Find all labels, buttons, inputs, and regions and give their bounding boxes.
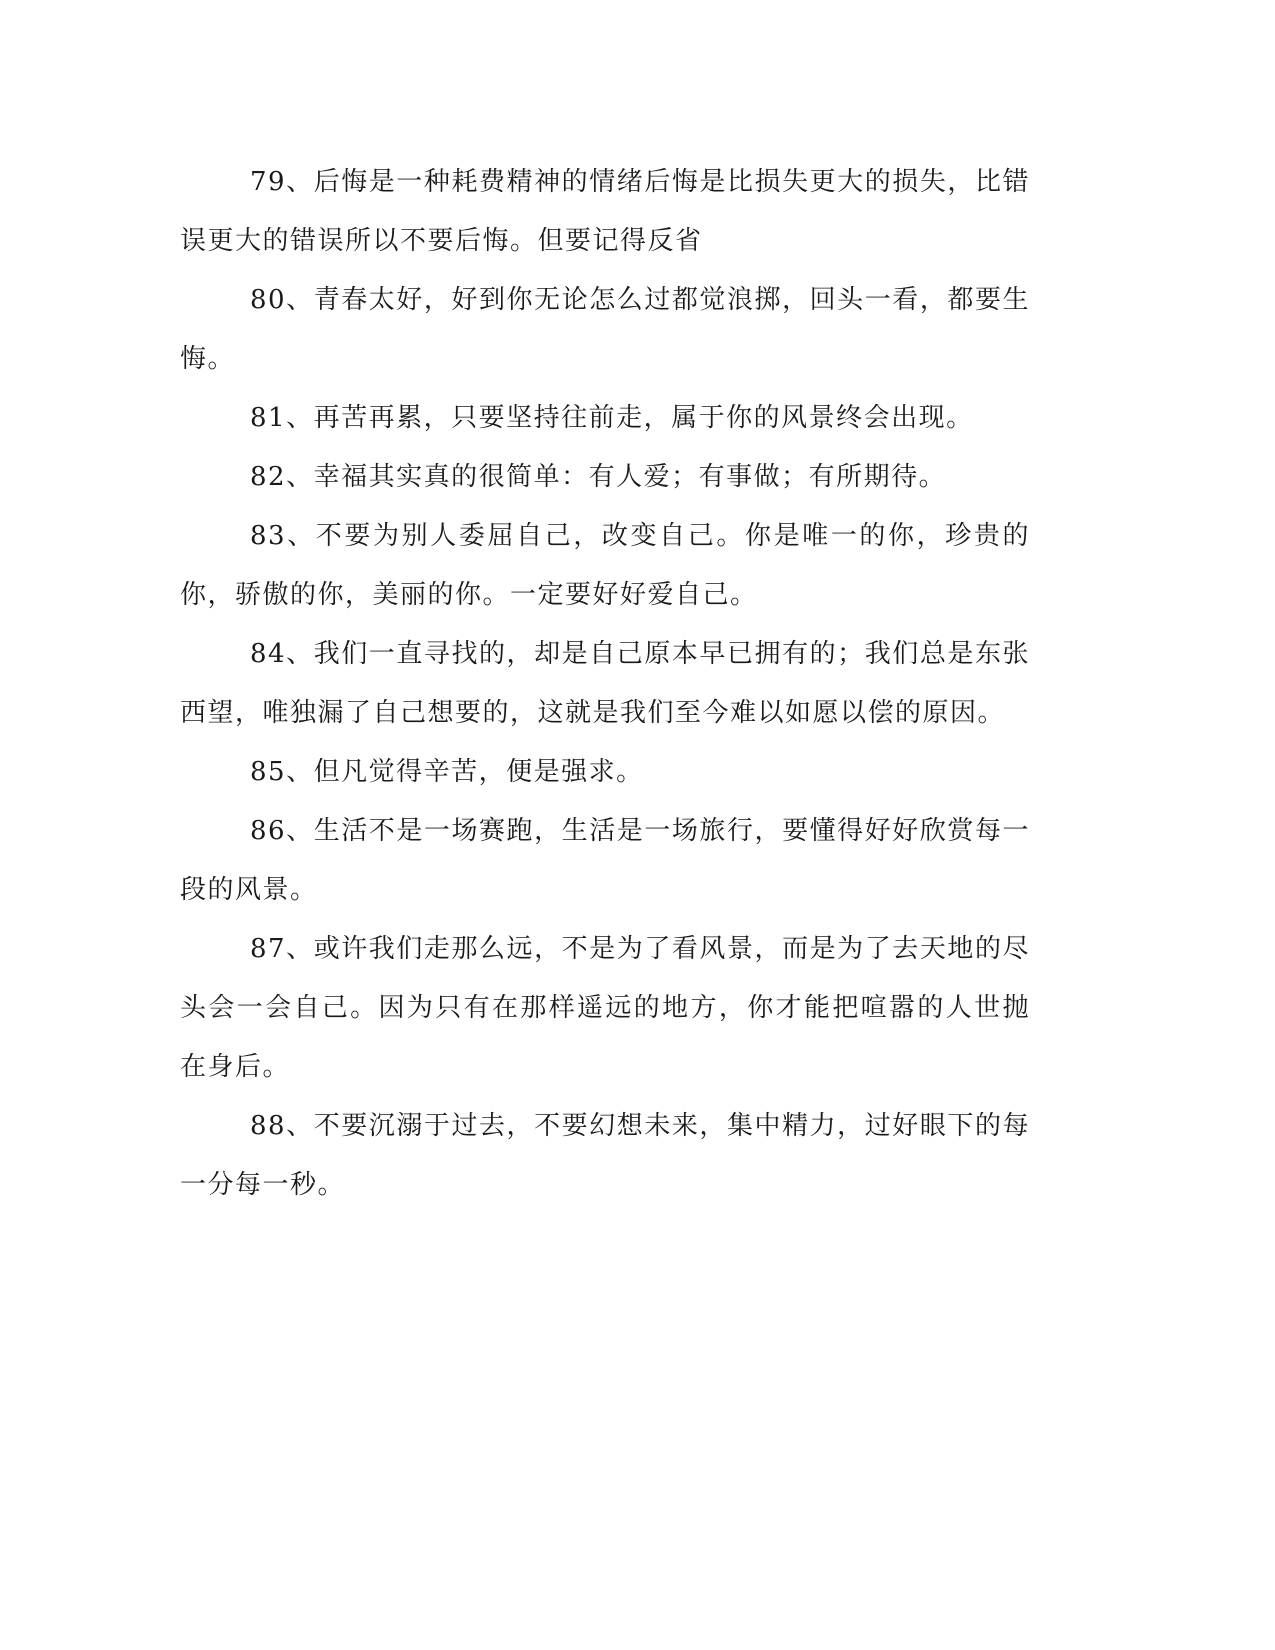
- quote-paragraph-86: 86、生活不是一场赛跑，生活是一场旅行，要懂得好好欣赏每一段的风景。: [180, 816, 1030, 905]
- quote-paragraph-81: 81、再苦再累，只要坚持往前走，属于你的风景终会出现。: [250, 403, 974, 433]
- quote-paragraph-84: 84、我们一直寻找的，却是自己原本早已拥有的；我们总是东张西望，唯独漏了自己想要的，这就是我们至今难以如愿以偿的原因。: [180, 639, 1030, 728]
- quote-paragraph-85: 85、但凡觉得辛苦，便是强求。: [250, 757, 644, 787]
- quote-paragraph-88: 88、不要沉溺于过去，不要幻想未来，集中精力，过好眼下的每一分每一秒。: [180, 1111, 1030, 1200]
- quote-paragraph-82: 82、幸福其实真的很简单：有人爱；有事做；有所期待。: [250, 462, 947, 492]
- document-body: [180, 153, 1030, 1215]
- quote-paragraph-80: 80、青春太好，好到你无论怎么过都觉浪掷，回头一看，都要生悔。: [180, 285, 1030, 374]
- quote-paragraph-79: 79、后悔是一种耗费精神的情绪后悔是比损失更大的损失，比错误更大的错误所以不要后悔。但要记得反省: [180, 167, 1030, 256]
- quote-paragraph-87: 87、或许我们走那么远，不是为了看风景，而是为了去天地的尽头会一会自己。因为只有在那样遥远的地方，你才能把喧嚣的人世抛在身后。: [180, 934, 1030, 1082]
- quote-paragraph-83: 83、不要为别人委屈自己，改变自己。你是唯一的你，珍贵的你，骄傲的你，美丽的你。一定要好好爱自己。: [180, 521, 1030, 610]
